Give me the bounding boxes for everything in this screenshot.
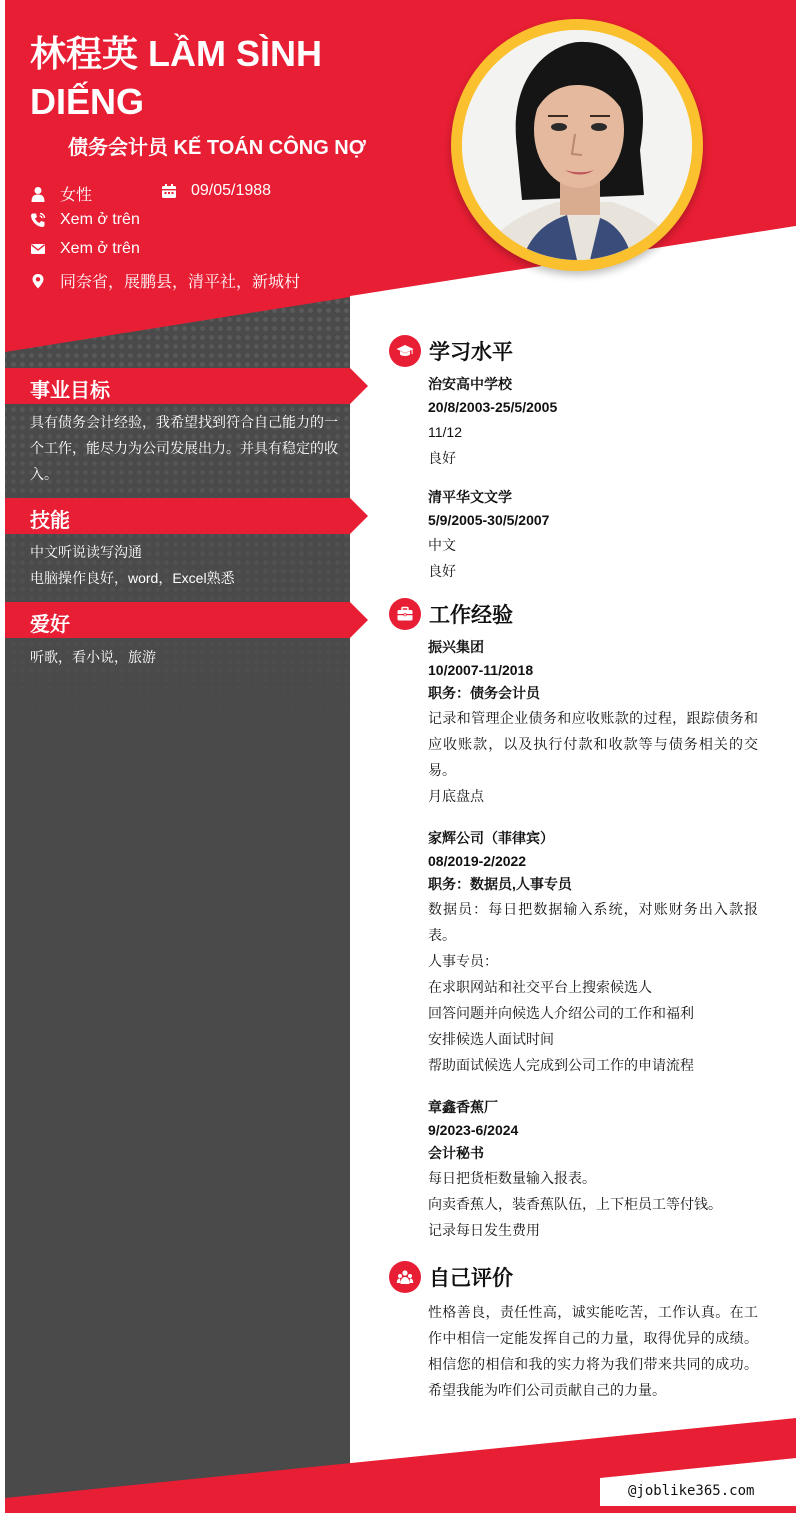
job-period: 10/2007-11/2018 (428, 662, 534, 678)
self-eval-text: 性格善良，责任性高，诚实能吃苦，工作认真。在工作中相信一定能发挥自己的力量，取得优异的成绩。相信您的相信和我的实力将为我们带来共同的成功。希望我能为咋们公司贡献自己的力量。 (428, 1304, 758, 1398)
skill-item: 电脑操作良好，word，Excel熟悉 (30, 570, 235, 586)
skills-list (30, 539, 342, 591)
gender-row (30, 182, 92, 205)
education-item (428, 486, 758, 584)
experience-heading (389, 598, 513, 630)
phone-icon (30, 212, 46, 228)
address-text: 同奈省，展鹏县，清平社，新城村 (60, 274, 301, 291)
job-title: 债务会计员 KẾ TOÁN CÔNG NỢ (68, 137, 366, 159)
job-duty: 向卖香蕉人，装香蕉队伍，上下柜员工等付钱。 (428, 1196, 722, 1212)
job-role: 职务：数据员,人事专员 (428, 876, 572, 892)
self-eval-heading (389, 1261, 513, 1293)
phone-text: Xem ở trên (60, 211, 140, 228)
job-duty: 回答问题并向候选人介绍公司的工作和福利 (428, 1005, 694, 1021)
birthdate-text: 09/05/1988 (191, 182, 272, 199)
user-icon (30, 186, 46, 202)
hobbies-banner (5, 602, 368, 638)
email-text: Xem ở trên (60, 240, 140, 257)
skills-title: 技能 (30, 510, 70, 532)
skills-banner (5, 498, 368, 534)
school-detail: 中文 (428, 537, 456, 553)
hobbies-title: 爱好 (30, 614, 70, 636)
school-period: 5/9/2005-30/5/2007 (428, 512, 550, 528)
candidate-name: 林程英 LẦM SÌNH DIẾNG (30, 33, 322, 122)
gender-text: 女性 (60, 187, 93, 204)
email-row (30, 240, 140, 258)
job-item (428, 636, 758, 809)
job-role: 职务：债务会计员 (428, 685, 540, 701)
company-name: 振兴集团 (428, 639, 484, 655)
skill-item: 中文听说读写沟通 (30, 544, 142, 560)
company-name: 章鑫香蕉厂 (428, 1099, 498, 1115)
objective-title: 事业目标 (30, 380, 110, 402)
job-duty: 月底盘点 (428, 788, 484, 804)
school-detail: 良好 (428, 450, 456, 466)
job-item (428, 827, 758, 1078)
education-item (428, 373, 758, 471)
graduation-cap-icon (389, 335, 421, 367)
phone-row (30, 211, 140, 229)
self-eval-block (428, 1299, 758, 1403)
location-icon (30, 273, 46, 289)
hobbies-text: 听歌，看小说，旅游 (30, 649, 156, 665)
school-name: 治安高中学校 (428, 376, 512, 392)
experience-title: 工作经验 (429, 604, 513, 627)
job-duty: 每日把货柜数量输入报表。 (428, 1170, 596, 1186)
job-description: 记录和管理企业债务和应收账款的过程，跟踪债务和应收账款，以及执行付款和收款等与债务相关的交易。 (428, 710, 758, 778)
job-duty: 帮助面试候选人完成到公司工作的申请流程 (428, 1057, 694, 1073)
school-detail: 11/12 (428, 424, 462, 440)
self-eval-title: 自己评价 (429, 1267, 513, 1290)
school-name: 清平华文文学 (428, 489, 512, 505)
job-period: 08/2019-2/2022 (428, 853, 527, 869)
objective-text: 具有债务会计经验，我希望找到符合自己能力的一个工作，能尽力为公司发展出力。并具有稳定的收入。 (30, 414, 338, 482)
objective-banner (5, 368, 368, 404)
education-title: 学习水平 (429, 341, 513, 364)
company-name: 家辉公司（菲律宾） (428, 830, 554, 846)
job-period: 9/2023-6/2024 (428, 1122, 519, 1138)
briefcase-icon (389, 598, 421, 630)
job-duty: 人事专员： (428, 953, 498, 969)
birthdate-row (161, 182, 271, 200)
profile-photo (462, 30, 692, 260)
job-role: 会计秘书 (428, 1145, 484, 1161)
school-detail: 良好 (428, 563, 456, 579)
calendar-icon (161, 183, 177, 199)
education-heading (389, 335, 513, 367)
footer-watermark: @joblike365.com (628, 1483, 755, 1499)
job-duty: 记录每日发生费用 (428, 1222, 540, 1238)
job-description: 数据员：每日把数据输入系统，对账财务出入款报表。 (428, 901, 758, 943)
job-duty: 在求职网站和社交平台上搜索候选人 (428, 979, 652, 995)
address-row (30, 269, 300, 292)
people-icon (389, 1261, 421, 1293)
job-duty: 安排候选人面试时间 (428, 1031, 554, 1047)
job-item (428, 1096, 758, 1243)
mail-icon (30, 241, 46, 257)
school-period: 20/8/2003-25/5/2005 (428, 399, 558, 415)
